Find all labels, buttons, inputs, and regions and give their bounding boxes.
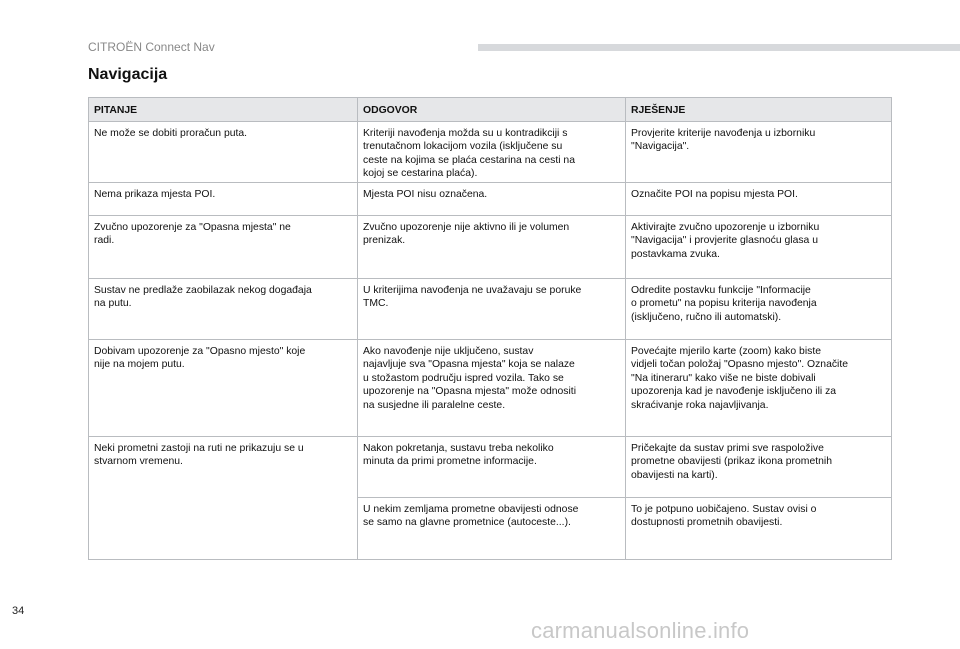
table-header-row bbox=[89, 98, 892, 122]
cell-odgovor: Ako navođenje nije uključeno, sustav najavljuje sva "Opasna mjesta" koja se nalaze u stožastom području ispred vozila. Tako se upozorenje na "Opasna mjesta" može odnositi na susjedne ili paralelne ceste. bbox=[358, 340, 626, 437]
cell-rjesenje: Odredite postavku funkcije "Informacije o prometu" na popisu kriterija navođenja (isključeno, ručno ili automatski). bbox=[626, 279, 892, 340]
header-bar bbox=[478, 44, 960, 51]
table-row bbox=[89, 122, 892, 183]
table-row bbox=[89, 340, 892, 437]
cell-odgovor: Zvučno upozorenje nije aktivno ili je volumen prenizak. bbox=[358, 216, 626, 279]
cell-rjesenje: To je potpuno uobičajeno. Sustav ovisi o dostupnosti prometnih obavijesti. bbox=[626, 498, 892, 560]
cell-pitanje: Nema prikaza mjesta POI. bbox=[89, 183, 358, 216]
table-row bbox=[89, 437, 892, 498]
section-title: Navigacija bbox=[88, 66, 168, 83]
cell-rjesenje: Aktivirajte zvučno upozorenje u izborniku "Navigacija" i provjerite glasnoću glasa u postavkama zvuka. bbox=[626, 216, 892, 279]
table-row bbox=[89, 279, 892, 340]
cell-pitanje: Ne može se dobiti proračun puta. bbox=[89, 122, 358, 183]
table-row bbox=[89, 183, 892, 216]
column-header-rjesenje: RJEŠENJE bbox=[626, 98, 892, 122]
troubleshooting-table bbox=[88, 97, 892, 560]
cell-pitanje: Dobivam upozorenje za "Opasno mjesto" koje nije na mojem putu. bbox=[89, 340, 358, 437]
column-header-odgovor: ODGOVOR bbox=[358, 98, 626, 122]
table-row bbox=[89, 216, 892, 279]
document-header-title: CITROËN Connect Nav bbox=[88, 40, 215, 54]
column-header-pitanje: PITANJE bbox=[89, 98, 358, 122]
cell-odgovor: Kriteriji navođenja možda su u kontradikciji s trenutačnom lokacijom vozila (isključene su ceste na kojima se plaća cestarina na cesti na kojoj se cestarina plaća). bbox=[358, 122, 626, 183]
cell-odgovor: U kriterijima navođenja ne uvažavaju se poruke TMC. bbox=[358, 279, 626, 340]
cell-rjesenje: Provjerite kriterije navođenja u izborniku "Navigacija". bbox=[626, 122, 892, 183]
cell-rjesenje: Povećajte mjerilo karte (zoom) kako biste vidjeli točan položaj "Opasno mjesto". Označite "Na itineraru" kako više ne biste dobivali upozorenja kad je navođenje isključeno ili za skraćivanje roka najavljivanja. bbox=[626, 340, 892, 437]
cell-pitanje: Sustav ne predlaže zaobilazak nekog događaja na putu. bbox=[89, 279, 358, 340]
cell-rjesenje: Označite POI na popisu mjesta POI. bbox=[626, 183, 892, 216]
cell-odgovor: Mjesta POI nisu označena. bbox=[358, 183, 626, 216]
cell-odgovor: U nekim zemljama prometne obavijesti odnose se samo na glavne prometnice (autoceste...). bbox=[358, 498, 626, 560]
watermark-logo: carmanualsonline.info bbox=[531, 618, 750, 643]
page-number: 34 bbox=[12, 605, 25, 617]
cell-odgovor: Nakon pokretanja, sustavu treba nekoliko minuta da primi prometne informacije. bbox=[358, 437, 626, 498]
cell-pitanje: Neki prometni zastoji na ruti ne prikazuju se u stvarnom vremenu. bbox=[89, 437, 358, 560]
cell-pitanje: Zvučno upozorenje za "Opasna mjesta" ne radi. bbox=[89, 216, 358, 279]
cell-rjesenje: Pričekajte da sustav primi sve raspoložive prometne obavijesti (prikaz ikona prometnih obavijesti na karti). bbox=[626, 437, 892, 498]
